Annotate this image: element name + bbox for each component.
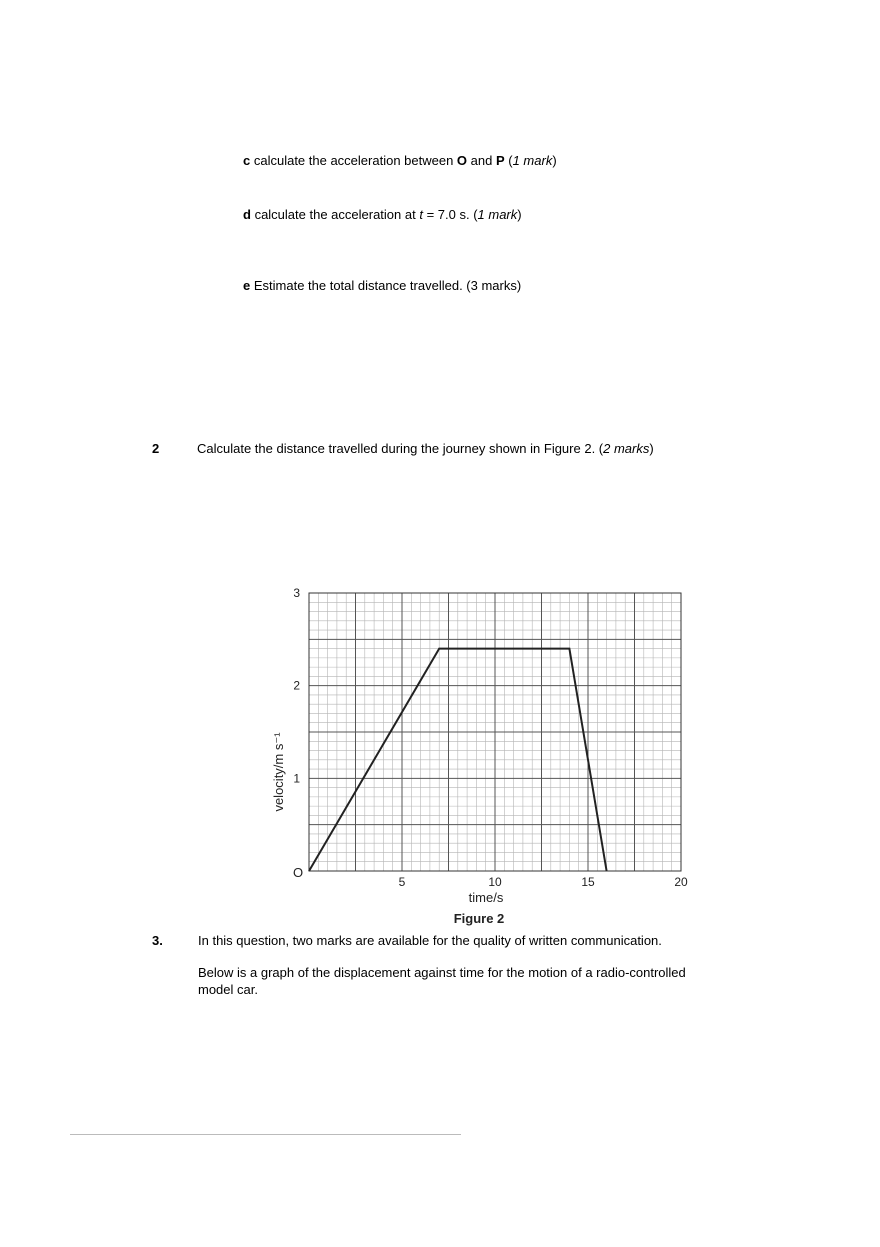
question-2-close: ) <box>649 441 654 456</box>
part-c-close: ) <box>552 153 557 168</box>
x-axis-label: time/s <box>468 890 504 905</box>
point-p-label: P <box>495 153 505 168</box>
question-3-line-3: model car. <box>198 982 258 997</box>
tick-labels <box>293 586 688 889</box>
x-tick-label: 15 <box>581 875 595 889</box>
part-c-marks: 1 mark <box>512 153 553 168</box>
footer-rule <box>70 1134 461 1135</box>
question-3-line-1: In this question, two marks are available for the quality of written communication. <box>198 933 662 948</box>
time-variable: t <box>419 207 423 222</box>
question-3-line-2: Below is a graph of the displacement against time for the motion of a radio-controlled <box>198 965 686 980</box>
part-d-letter: d <box>243 207 251 222</box>
part-c-letter: c <box>243 153 251 168</box>
y-axis-label: velocity/m s⁻¹ <box>271 732 286 812</box>
figure-title: Figure 2 <box>453 911 505 926</box>
y-tick-label: 2 <box>293 678 300 693</box>
part-d-text: calculate the acceleration at <box>250 207 420 222</box>
x-tick-label: 5 <box>398 875 406 889</box>
part-e-text: Estimate the total distance travelled. (3 marks) <box>250 278 522 293</box>
part-c-text: calculate the acceleration between <box>250 153 457 168</box>
part-d-marks: 1 mark <box>477 207 518 222</box>
question-2-number: 2 <box>152 441 160 456</box>
question-3-number: 3. <box>152 933 163 948</box>
y-tick-label: 3 <box>293 586 300 600</box>
x-tick-label: 10 <box>488 875 502 889</box>
question-2-marks: 2 marks <box>603 441 650 456</box>
part-d-close: ) <box>517 207 522 222</box>
origin-label: O <box>293 865 304 880</box>
question-2-body: Calculate the distance travelled during the journey shown in Figure 2. ( <box>197 441 604 456</box>
y-tick-label: 1 <box>293 771 300 786</box>
part-d-value: = 7.0 s. ( <box>422 207 478 222</box>
part-c-open: ( <box>504 153 513 168</box>
x-tick-label: 20 <box>674 875 688 889</box>
part-c-and: and <box>467 153 496 168</box>
point-o-label: O <box>456 153 468 168</box>
part-e-letter: e <box>243 278 251 293</box>
